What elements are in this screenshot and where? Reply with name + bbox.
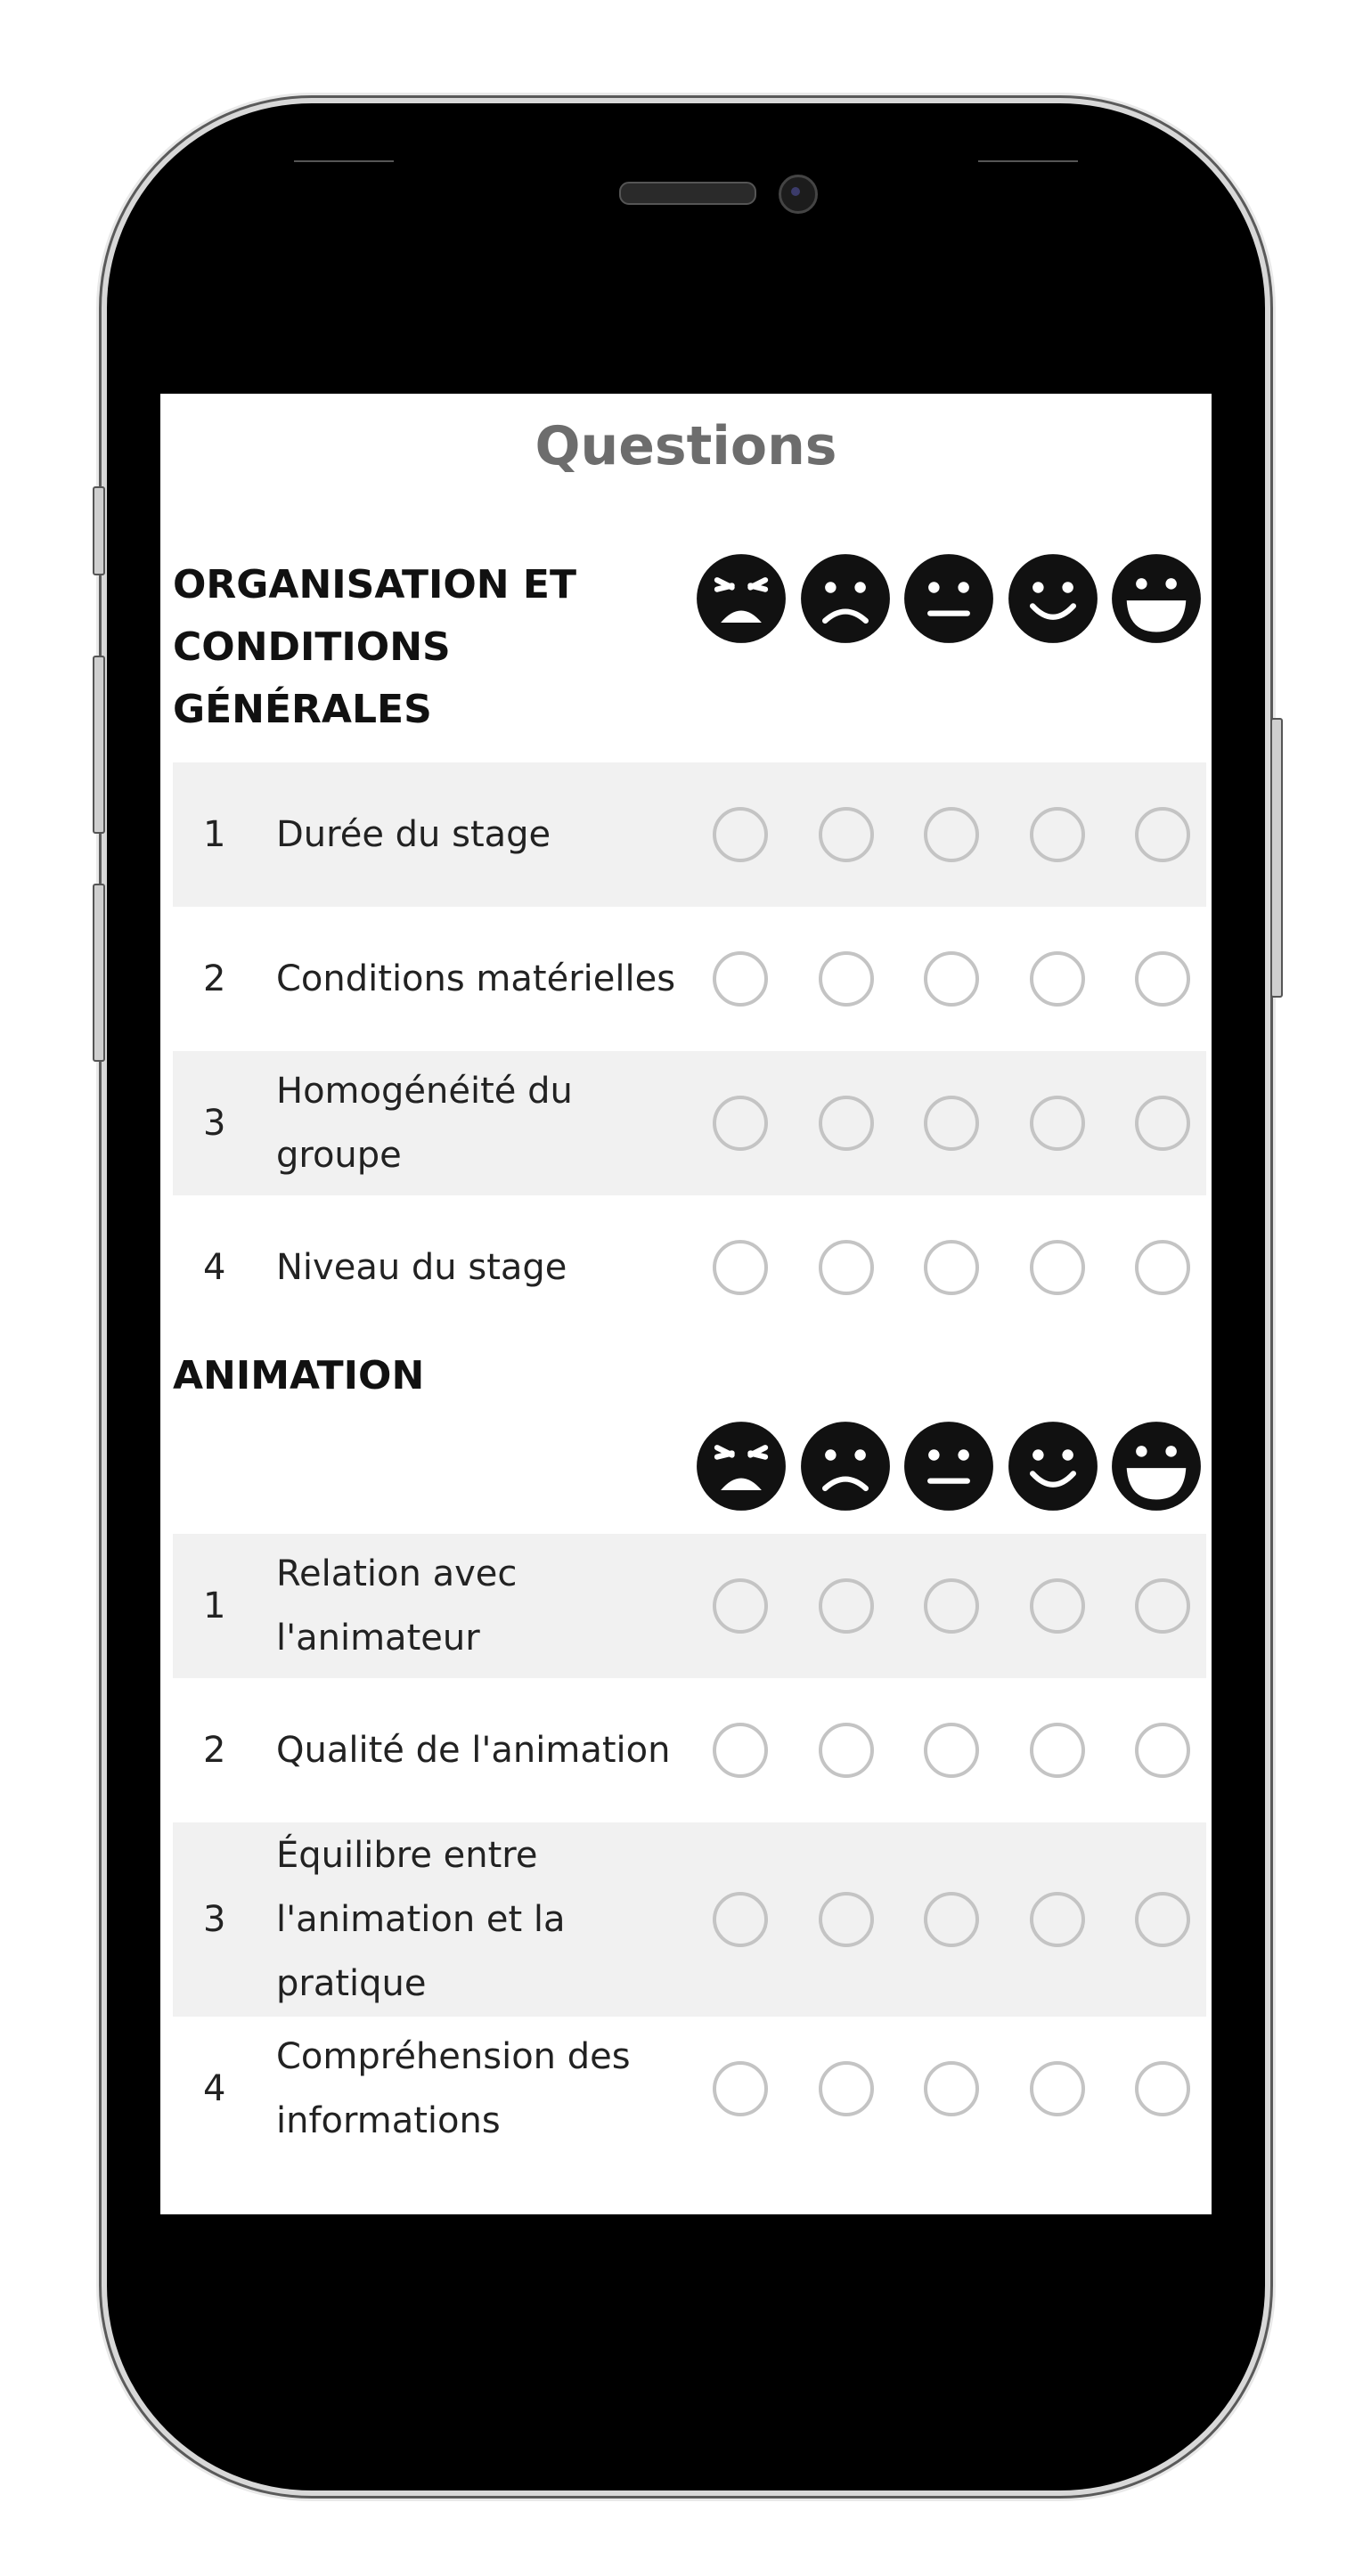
rating-radio[interactable] xyxy=(819,1723,874,1778)
rating-scale-header xyxy=(695,552,1203,645)
question-number: 1 xyxy=(203,814,226,855)
rating-radio[interactable] xyxy=(1030,1578,1085,1634)
notch-line-left xyxy=(294,160,394,162)
rating-radio[interactable] xyxy=(924,1096,979,1151)
volume-up-button xyxy=(93,656,105,834)
mute-switch xyxy=(93,486,105,575)
rating-radio[interactable] xyxy=(1135,1096,1190,1151)
table-row xyxy=(173,1534,1206,1678)
screen xyxy=(160,394,1212,2214)
rating-radio[interactable] xyxy=(1135,1723,1190,1778)
rating-radio[interactable] xyxy=(1030,1892,1085,1947)
section-title-animation: ANIMATION xyxy=(173,1353,425,1398)
question-number: 2 xyxy=(203,958,226,999)
table-row xyxy=(173,1195,1206,1340)
notch-line-right xyxy=(978,160,1078,162)
rating-radio[interactable] xyxy=(924,951,979,1007)
rating-scale-header xyxy=(695,1420,1203,1512)
question-number: 3 xyxy=(203,1899,226,1940)
rating-radio[interactable] xyxy=(713,1240,768,1295)
rating-radio[interactable] xyxy=(1135,1240,1190,1295)
volume-down-button xyxy=(93,884,105,1062)
rating-radio[interactable] xyxy=(1030,1723,1085,1778)
rating-radio[interactable] xyxy=(1135,2061,1190,2116)
rating-radio[interactable] xyxy=(713,2061,768,2116)
smiling-face-icon xyxy=(1007,552,1099,645)
rating-radio[interactable] xyxy=(924,1578,979,1634)
phone-frame xyxy=(107,103,1265,2490)
question-table-animation xyxy=(173,1534,1206,2161)
question-number: 2 xyxy=(203,1730,226,1771)
rating-options xyxy=(695,807,1206,862)
rating-radio[interactable] xyxy=(924,1240,979,1295)
rating-radio[interactable] xyxy=(713,951,768,1007)
rating-radio[interactable] xyxy=(1135,1578,1190,1634)
rating-radio[interactable] xyxy=(924,1723,979,1778)
question-number: 4 xyxy=(203,1247,226,1288)
table-row xyxy=(173,907,1206,1051)
rating-radio[interactable] xyxy=(924,1892,979,1947)
question-table-organisation xyxy=(173,762,1206,1340)
question-label: Équilibre entre l'animation et la pratique xyxy=(276,1835,566,2004)
rating-radio[interactable] xyxy=(819,807,874,862)
rating-radio[interactable] xyxy=(713,1578,768,1634)
section-title-organisation: ORGANISATION ET CONDITIONS GÉNÉRALES xyxy=(173,562,576,732)
rating-radio[interactable] xyxy=(819,1096,874,1151)
earpiece-speaker xyxy=(619,182,756,205)
page-title: Questions xyxy=(535,415,837,477)
question-label: Qualité de l'animation xyxy=(276,1730,671,1771)
rating-radio[interactable] xyxy=(713,1096,768,1151)
rating-radio[interactable] xyxy=(1135,1892,1190,1947)
rating-radio[interactable] xyxy=(819,1240,874,1295)
rating-radio[interactable] xyxy=(819,1578,874,1634)
question-number: 3 xyxy=(203,1103,226,1144)
very-unhappy-face-icon xyxy=(695,1420,788,1512)
rating-radio[interactable] xyxy=(1030,2061,1085,2116)
rating-radio[interactable] xyxy=(819,951,874,1007)
laughing-face-icon xyxy=(1110,552,1203,645)
rating-options xyxy=(695,1096,1206,1151)
table-row xyxy=(173,1822,1206,2017)
power-button xyxy=(1270,718,1283,998)
laughing-face-icon xyxy=(1110,1420,1203,1512)
rating-options xyxy=(695,1240,1206,1295)
rating-options xyxy=(695,1892,1206,1947)
question-label: Niveau du stage xyxy=(276,1247,567,1288)
question-number: 4 xyxy=(203,2068,226,2109)
table-row xyxy=(173,762,1206,907)
very-unhappy-face-icon xyxy=(695,552,788,645)
sad-face-icon xyxy=(799,552,892,645)
rating-radio[interactable] xyxy=(1135,951,1190,1007)
question-label: Homogénéité du groupe xyxy=(276,1071,573,1176)
rating-radio[interactable] xyxy=(1030,807,1085,862)
question-label: Relation avec l'animateur xyxy=(276,1553,518,1659)
rating-options xyxy=(695,1578,1206,1634)
rating-radio[interactable] xyxy=(819,2061,874,2116)
question-number: 1 xyxy=(203,1586,226,1626)
question-label: Compréhension des informations xyxy=(276,2036,631,2141)
table-row xyxy=(173,1678,1206,1822)
rating-options xyxy=(695,2061,1206,2116)
rating-radio[interactable] xyxy=(1030,951,1085,1007)
question-label: Durée du stage xyxy=(276,814,551,855)
rating-radio[interactable] xyxy=(1030,1096,1085,1151)
rating-radio[interactable] xyxy=(819,1892,874,1947)
rating-radio[interactable] xyxy=(924,807,979,862)
rating-radio[interactable] xyxy=(924,2061,979,2116)
table-row xyxy=(173,2017,1206,2161)
rating-radio[interactable] xyxy=(713,1892,768,1947)
question-label: Conditions matérielles xyxy=(276,958,676,999)
rating-options xyxy=(695,1723,1206,1778)
smiling-face-icon xyxy=(1007,1420,1099,1512)
rating-radio[interactable] xyxy=(713,1723,768,1778)
rating-radio[interactable] xyxy=(1030,1240,1085,1295)
table-row xyxy=(173,1051,1206,1195)
front-camera xyxy=(779,175,818,214)
rating-radio[interactable] xyxy=(1135,807,1190,862)
neutral-face-icon xyxy=(902,1420,995,1512)
sad-face-icon xyxy=(799,1420,892,1512)
rating-radio[interactable] xyxy=(713,807,768,862)
rating-options xyxy=(695,951,1206,1007)
neutral-face-icon xyxy=(902,552,995,645)
